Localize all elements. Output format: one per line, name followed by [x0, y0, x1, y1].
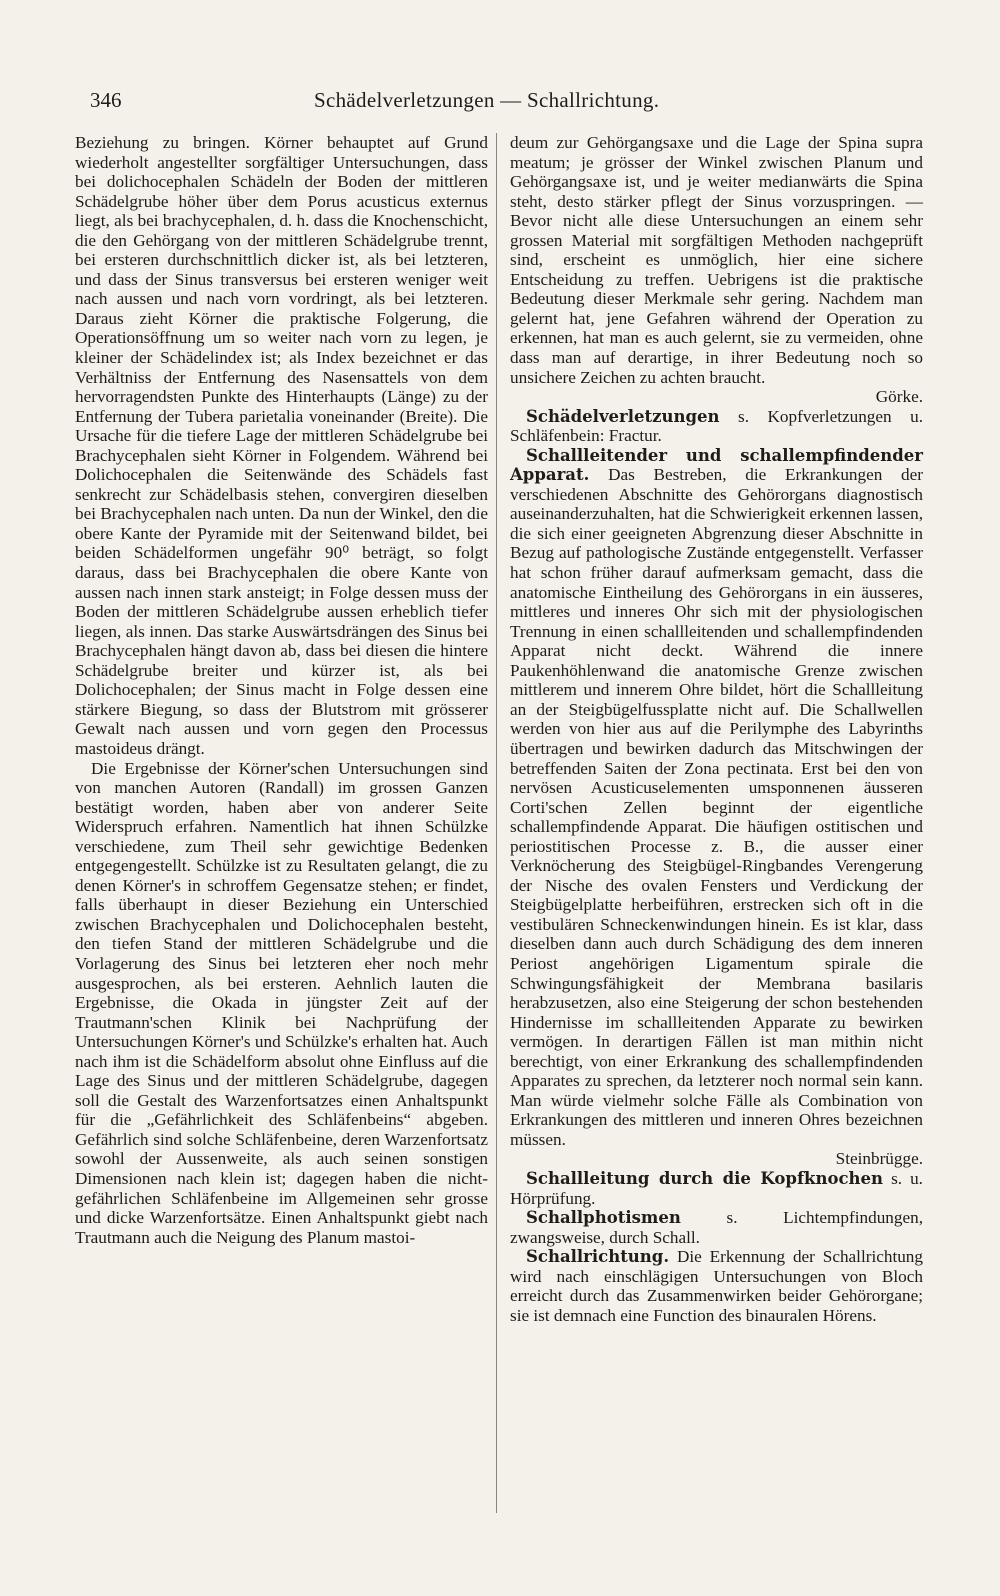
entry-text: Das Bestreben, die Erkrankungen der verschiedenen Abschnitte des Gehörorgans diagnostisch auseinanderzuhalten, hat die Schwierigkeit erkennen lassen, die sich einer geeigneten Abgrenzung dieser Abschnitte in Bezug auf pathologische Zustände entgegenstellt. Verfasser hat schon früher darauf aufmerksam gemacht, dass die anatomische Eintheilung des Gehörorgans in ein äusseres, mittleres und inneres Ohr sich mit der physiologischen Trennung in einen schallleitenden und schallempfindenden Apparat nicht deckt. Während die innere Paukenhöhlenwand die anatomische Grenze zwischen mittlerem und innerem Ohre bildet, hört die Schallleitung an der Steigbügelfussplatte nicht auf. Die Schallwellen werden von hier aus auf die Perilymphe des Labyrinths übertragen und bewirken dadurch das Mitschwingen der betreffenden Saiten der Zona pectinata. Erst bei den von nervösen Acusticuselementen umsponnenen äusseren Corti'schen Zellen beginnt der eigentliche schallempfindende Apparat. Die häufigen ostitischen und periostitischen Processe z. B., die ausser einer Verknöcherung des Steigbügel-Ringbandes Verengerung der Nische des ovalen Fensters und Verdickung der Steigbügelplatte herbeiführen, erstrecken sich oft in die vestibulären Schneckenwindungen hinein. Es ist klar, dass dieselben dann auch durch Schädigung des dem inneren Periost angehörigen Ligamentum spirale die Schwingungsfähigkeit der Membrana basilaris herabzusetzen, also eine Steigerung der schon bestehenden Hindernisse im schallleitenden Apparate zu bewirken vermögen. In derartigen Fällen ist man mithin nicht berechtigt, von einer Erkrankung des schallempfindenden Apparates zu sprechen, da letzterer noch normal sein kann. Man würde vielmehr solche Fälle als Combination von Erkrankungen des mittleren und inneren Ohres bezeichnen müssen. [510, 465, 924, 1149]
entry-headword: Schallphotismen [526, 1208, 681, 1228]
dictionary-entry [510, 1169, 923, 1208]
running-title: Schädelverletzungen — Schallrichtung. [314, 88, 660, 112]
left-column [75, 133, 488, 1247]
dictionary-entry [510, 446, 923, 1150]
entry-headword: Schädelverletzungen [526, 406, 720, 426]
paragraph: Beziehung zu bringen. Körner behauptet auf Grund wiederholt angestellter sorgfältiger Untersuchungen, dass bei dolichocephalen Schädeln der Boden der mittleren Schädelgrube höher über dem Porus acusticus externus liegt, als bei brachycephalen, d. h. dass die Knochenschicht, die den Gehörgang von der mittleren Schädelgrube trennt, bei ersteren durchschnittlich dicker ist, als bei letzteren, und dass der Sinus transversus bei ersteren weniger weit nach aussen und nach vorn vordringt, als bei letzteren. Daraus zieht Körner die praktische Folgerung, die Operationsöffnung um so weiter nach vorn zu legen, je kleiner der Schädelindex ist; als Index bezeichnet er das Verhältniss der Entfernung des Nasensattels von dem hervorragendsten Punkte des Hinterhaupts (Länge) zu der Entfernung der Tubera parietalia voneinander (Breite). Die Ursache für die tiefere Lage der mittleren Schädelgrube bei Brachycephalen sieht Körner in Folgendem. Während bei Dolichocephalen die Seitenwände des Schädels fast senkrecht zur Schädelbasis stehen, convergiren dieselben bei Brachycephalen nach unten. Da nun der Winkel, den die obere Kante der Pyramide mit der Seitenwand bildet, bei beiden Schädelformen ungefähr 90⁰ beträgt, so folgt daraus, dass bei Brachycephalen die obere Kante von aussen nach innen stark ansteigt; in Folge dessen muss der Boden der mittleren Schädelgrube aussen erheblich tiefer liegen, als innen. Das starke Auswärtsdrängen des Sinus bei Brachycephalen hängt davon ab, dass bei diesen die hintere Schädelgrube breiter und kürzer ist, als bei Dolichocephalen; der Sinus macht in Folge dessen eine stärkere Biegung, so dass der Blutstrom mit grösserer Gewalt nach aussen und vorn gegen den Processus mastoideus drängt. [75, 133, 488, 758]
entry-text: s. Lichtempfindungen, zwangsweise, durch Schall. [510, 1208, 923, 1247]
author-signature: Görke. [875, 387, 923, 407]
right-column [510, 133, 923, 1325]
paragraph: deum zur Gehörgangsaxe und die Lage der Spina supra meatum; je grösser der Winkel zwischen Planum und Gehörgangsaxe ist, und je weiter medianwärts die Spina steht, desto stärker pflegt der Sinus vorzuspringen. — Bevor nicht alle diese Untersuchungen an einem sehr grossen Material mit sorgfältigen Methoden nachgeprüft sind, erscheint es unmöglich, hier eine sichere Entscheidung zu treffen. Uebrigens ist die praktische Bedeutung dieser Merkmale sehr gering. Nachdem man gelernt hat, jene Gefahren während der Operation zu erkennen, hat man es auch gelernt, sie zu vermeiden, ohne dass man auf derartige, in ihrer Bedeutung noch so unsichere Zeichen zu achten braucht. [510, 133, 923, 387]
page-number: 346 [90, 88, 122, 112]
entry-headword: Schallrichtung. [526, 1247, 670, 1267]
dictionary-entry [510, 1247, 923, 1325]
entry-headword: Schallleitender und schallempfindender Apparat. [510, 445, 923, 485]
page-header [90, 88, 920, 122]
entry-headword: Schallleitung durch die Kopfknochen [526, 1168, 884, 1188]
entry-text: s. u. Hörprüfung. [510, 1168, 923, 1208]
paragraph: Die Ergebnisse der Körner'schen Untersuchungen sind von manchen Autoren (Randall) im grossen Ganzen bestätigt worden, haben aber von anderer Seite Widerspruch erfahren. Namentlich hat ihnen Schülzke verschiedene, zum Theil sehr gewichtige Bedenken entgegengestellt. Schülzke ist zu Resultaten gelangt, die zu denen Körner's in schroffem Gegensatze stehen; er findet, falls überhaupt in dieser Beziehung ein Unterschied zwischen Brachycephalen und Dolichocephalen besteht, den tiefen Stand der mittleren Schädelgrube und die Vorlagerung des Sinus bei letzteren eher noch mehr ausgesprochen, als bei ersteren. Aehnlich lauten die Ergebnisse, die Okada in jüngster Zeit auf der Trautmann'schen Klinik bei Nachprüfung der Untersuchungen Körner's und Schülzke's erhalten hat. Auch nach ihm ist die Schädelform absolut ohne Einfluss auf die Lage des Sinus und der mittleren Schädelgrube, dagegen soll die Gestalt des Warzenfortsatzes einen Anhaltspunkt für die „Gefährlichkeit des Schläfenbeins“ abgeben. Gefährlich sind solche Schläfenbeine, deren Warzenfortsatz sowohl der Aussenweite, als auch seinen sonstigen Dimensionen nach klein ist; dagegen haben die nicht-gefährlichen Schläfenbeine im Allgemeinen sehr grosse und dicke Warzenfortsätze. Einen Anhaltspunkt giebt nach Trautmann auch die Neigung des Planum mastoi- [75, 758, 488, 1247]
author-signature: Steinbrügge. [835, 1149, 923, 1169]
entry-text: Die Erkennung der Schallrichtung wird nach einschlägigen Untersuchungen von Bloch erreicht durch das Zusammenwirken beider Gehörorgane; sie ist demnach eine Function des binauralen Hörens. [510, 1247, 923, 1325]
dictionary-entry [510, 407, 923, 446]
entry-text: s. Kopfverletzungen u. Schläfenbein: Fractur. [510, 406, 923, 446]
column-divider [496, 133, 497, 1513]
dictionary-entry [510, 1208, 923, 1247]
